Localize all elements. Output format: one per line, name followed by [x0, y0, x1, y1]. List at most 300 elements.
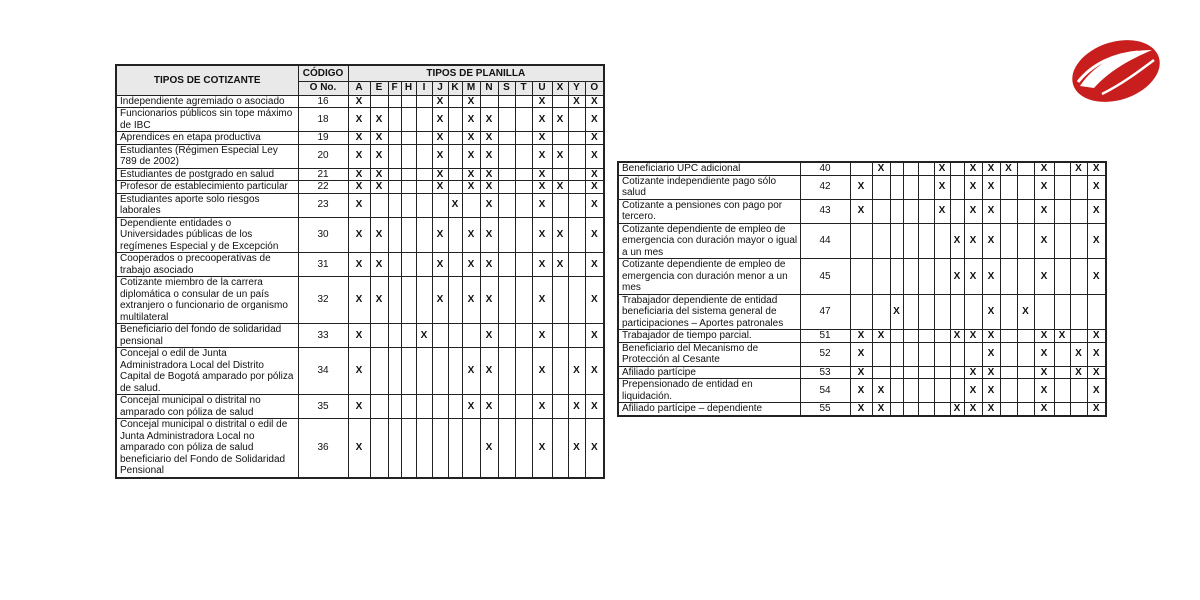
- mark-cell-y: [568, 132, 585, 145]
- mark-cell-a: X: [348, 395, 370, 419]
- mark-cell-s: [1000, 259, 1017, 295]
- mark-cell-h: [401, 324, 416, 348]
- cotizante-type: Beneficiario del fondo de solidaridad pensional: [116, 324, 298, 348]
- mark-cell-f: [890, 223, 903, 259]
- mark-cell-s: [498, 95, 515, 108]
- mark-cell-n: X: [480, 419, 498, 478]
- brand-logo: [1066, 38, 1162, 104]
- mark-cell-a: X: [348, 193, 370, 217]
- mark-cell-e: X: [370, 181, 388, 194]
- table-row: [116, 253, 604, 277]
- mark-cell-y: [1070, 223, 1087, 259]
- cotizante-code: 36: [298, 419, 348, 478]
- cotizante-type: Trabajador dependiente de entidad beneficiaria del sistema general de participaciones – Aportes patronales: [618, 294, 800, 330]
- mark-cell-a: [850, 223, 872, 259]
- mark-cell-o: X: [1087, 223, 1106, 259]
- mark-cell-j: X: [432, 277, 448, 324]
- mark-cell-f: [890, 330, 903, 343]
- mark-cell-s: [498, 419, 515, 478]
- mark-cell-f: [388, 419, 401, 478]
- mark-cell-t: [515, 95, 532, 108]
- mark-cell-x: X: [552, 253, 568, 277]
- mark-cell-u: X: [1034, 330, 1054, 343]
- mark-cell-t: [1017, 379, 1034, 403]
- mark-cell-j: [934, 403, 950, 416]
- mark-cell-y: X: [568, 95, 585, 108]
- mark-cell-t: [515, 217, 532, 253]
- table-row: [618, 366, 1106, 379]
- mark-cell-h: [401, 277, 416, 324]
- column-header-i: I: [416, 81, 432, 95]
- cotizante-code: 40: [800, 162, 850, 175]
- cotizante-type: Cotizante miembro de la carrera diplomática o consular de un país extranjero o funcionario de organismo multilateral: [116, 277, 298, 324]
- table-row: [116, 108, 604, 132]
- mark-cell-f: [388, 395, 401, 419]
- mark-cell-i: [416, 144, 432, 168]
- mark-cell-x: [552, 419, 568, 478]
- mark-cell-f: [388, 181, 401, 194]
- column-header-n: N: [480, 81, 498, 95]
- mark-cell-k: [448, 168, 462, 181]
- mark-cell-n: X: [480, 395, 498, 419]
- mark-cell-a: X: [348, 277, 370, 324]
- table-row: [116, 168, 604, 181]
- mark-cell-k: [448, 348, 462, 395]
- mark-cell-m: [462, 419, 480, 478]
- mark-cell-y: [1070, 259, 1087, 295]
- mark-cell-s: [498, 108, 515, 132]
- cotizante-type: Concejal municipal o distrital o edil de Junta Administradora Local no amparado con póliza de salud beneficiario del Fondo de Solidaridad Pensional: [116, 419, 298, 478]
- mark-cell-m: X: [964, 366, 982, 379]
- mark-cell-f: [890, 259, 903, 295]
- mark-cell-u: X: [1034, 379, 1054, 403]
- cotizante-type: Cotizante dependiente de empleo de emergencia con duración mayor o igual a un mes: [618, 223, 800, 259]
- mark-cell-o: X: [585, 108, 604, 132]
- mark-cell-k: [448, 324, 462, 348]
- mark-cell-m: X: [964, 223, 982, 259]
- mark-cell-e: [872, 366, 890, 379]
- mark-cell-x: [552, 348, 568, 395]
- mark-cell-x: X: [552, 217, 568, 253]
- mark-cell-f: [388, 348, 401, 395]
- cotizante-type: Beneficiario UPC adicional: [618, 162, 800, 175]
- mark-cell-k: [448, 277, 462, 324]
- column-header-m: M: [462, 81, 480, 95]
- mark-cell-o: X: [585, 132, 604, 145]
- mark-cell-a: [850, 259, 872, 295]
- mark-cell-t: [515, 253, 532, 277]
- mark-cell-m: X: [964, 175, 982, 199]
- mark-cell-k: [950, 162, 964, 175]
- mark-cell-i: X: [416, 324, 432, 348]
- mark-cell-t: [515, 193, 532, 217]
- mark-cell-s: [498, 132, 515, 145]
- mark-cell-i: [918, 199, 934, 223]
- mark-cell-f: [890, 175, 903, 199]
- mark-cell-i: [918, 379, 934, 403]
- mark-cell-s: [498, 181, 515, 194]
- mark-cell-h: [903, 199, 918, 223]
- mark-cell-u: X: [1034, 366, 1054, 379]
- mark-cell-o: X: [585, 95, 604, 108]
- mark-cell-u: X: [1034, 403, 1054, 416]
- mark-cell-k: X: [448, 193, 462, 217]
- mark-cell-y: [568, 108, 585, 132]
- mark-cell-i: [416, 193, 432, 217]
- mark-cell-a: X: [348, 348, 370, 395]
- mark-cell-y: [1070, 379, 1087, 403]
- cotizante-type: Cotizante dependiente de empleo de emergencia con duración menor a un mes: [618, 259, 800, 295]
- mark-cell-s: [1000, 330, 1017, 343]
- mark-cell-a: X: [348, 181, 370, 194]
- cotizante-code: 34: [298, 348, 348, 395]
- mark-cell-x: [1054, 342, 1070, 366]
- mark-cell-a: X: [850, 330, 872, 343]
- cotizante-code: 54: [800, 379, 850, 403]
- mark-cell-a: X: [348, 217, 370, 253]
- mark-cell-j: X: [432, 132, 448, 145]
- mark-cell-u: X: [532, 253, 552, 277]
- mark-cell-f: [388, 324, 401, 348]
- mark-cell-i: [918, 342, 934, 366]
- mark-cell-m: [964, 294, 982, 330]
- mark-cell-e: [872, 223, 890, 259]
- mark-cell-y: [568, 168, 585, 181]
- mark-cell-u: X: [1034, 259, 1054, 295]
- column-header-o: O: [585, 81, 604, 95]
- mark-cell-j: [934, 330, 950, 343]
- mark-cell-s: [1000, 294, 1017, 330]
- mark-cell-a: X: [348, 253, 370, 277]
- cotizante-type: Estudiantes aporte solo riesgos laborales: [116, 193, 298, 217]
- mark-cell-k: [950, 366, 964, 379]
- mark-cell-u: X: [532, 95, 552, 108]
- mark-cell-k: X: [950, 223, 964, 259]
- mark-cell-n: X: [480, 168, 498, 181]
- table-row: [116, 324, 604, 348]
- table-row: [618, 259, 1106, 295]
- mark-cell-t: [515, 132, 532, 145]
- mark-cell-m: [462, 324, 480, 348]
- mark-cell-f: [890, 379, 903, 403]
- mark-cell-j: [934, 379, 950, 403]
- mark-cell-f: [388, 217, 401, 253]
- mark-cell-k: [448, 217, 462, 253]
- mark-cell-u: X: [532, 193, 552, 217]
- mark-cell-k: [448, 108, 462, 132]
- mark-cell-j: X: [432, 181, 448, 194]
- mark-cell-u: X: [532, 108, 552, 132]
- table-row: [618, 330, 1106, 343]
- cotizante-type: Estudiantes (Régimen Especial Ley 789 de 2002): [116, 144, 298, 168]
- mark-cell-a: X: [850, 175, 872, 199]
- cotizante-type: Concejal municipal o distrital no amparado con póliza de salud: [116, 395, 298, 419]
- mark-cell-m: X: [462, 95, 480, 108]
- table-right: [617, 161, 1107, 417]
- mark-cell-s: X: [1000, 162, 1017, 175]
- mark-cell-e: [872, 259, 890, 295]
- mark-cell-s: [1000, 366, 1017, 379]
- mark-cell-u: [1034, 294, 1054, 330]
- mark-cell-t: [515, 395, 532, 419]
- mark-cell-t: [1017, 366, 1034, 379]
- cotizante-code: 18: [298, 108, 348, 132]
- cotizante-code: 47: [800, 294, 850, 330]
- mark-cell-i: [918, 162, 934, 175]
- mark-cell-h: [903, 162, 918, 175]
- mark-cell-y: X: [568, 348, 585, 395]
- mark-cell-e: [872, 199, 890, 223]
- mark-cell-m: X: [964, 199, 982, 223]
- mark-cell-j: X: [432, 253, 448, 277]
- column-header-h: H: [401, 81, 416, 95]
- column-header-t: T: [515, 81, 532, 95]
- mark-cell-k: [448, 95, 462, 108]
- mark-cell-j: [432, 324, 448, 348]
- mark-cell-k: [448, 132, 462, 145]
- mark-cell-i: [416, 253, 432, 277]
- mark-cell-i: [416, 168, 432, 181]
- mark-cell-e: [370, 348, 388, 395]
- mark-cell-i: [918, 175, 934, 199]
- mark-cell-a: X: [850, 379, 872, 403]
- mark-cell-u: X: [532, 217, 552, 253]
- mark-cell-i: [416, 181, 432, 194]
- mark-cell-j: X: [432, 168, 448, 181]
- mark-cell-y: [1070, 403, 1087, 416]
- mark-cell-h: [903, 259, 918, 295]
- mark-cell-s: [498, 348, 515, 395]
- mark-cell-i: [918, 403, 934, 416]
- table-row: [116, 95, 604, 108]
- mark-cell-e: X: [370, 277, 388, 324]
- cotizante-code: 33: [298, 324, 348, 348]
- mark-cell-y: [568, 277, 585, 324]
- mark-cell-j: [934, 294, 950, 330]
- mark-cell-x: X: [1054, 330, 1070, 343]
- column-header-u: U: [532, 81, 552, 95]
- mark-cell-i: [918, 330, 934, 343]
- mark-cell-x: [1054, 379, 1070, 403]
- mark-cell-h: [903, 330, 918, 343]
- mark-cell-f: [890, 403, 903, 416]
- mark-cell-h: [401, 108, 416, 132]
- mark-cell-x: [552, 132, 568, 145]
- mark-cell-o: X: [1087, 175, 1106, 199]
- mark-cell-a: X: [348, 168, 370, 181]
- mark-cell-j: [934, 223, 950, 259]
- table-row: [116, 181, 604, 194]
- cotizante-code: 32: [298, 277, 348, 324]
- mark-cell-i: [918, 366, 934, 379]
- cotizante-type: Aprendices en etapa productiva: [116, 132, 298, 145]
- mark-cell-o: X: [1087, 342, 1106, 366]
- mark-cell-t: [515, 168, 532, 181]
- mark-cell-o: X: [1087, 366, 1106, 379]
- mark-cell-s: [1000, 342, 1017, 366]
- mark-cell-k: [950, 342, 964, 366]
- mark-cell-y: X: [1070, 162, 1087, 175]
- column-header-a: A: [348, 81, 370, 95]
- mark-cell-m: X: [462, 217, 480, 253]
- mark-cell-u: X: [532, 395, 552, 419]
- mark-cell-e: X: [872, 162, 890, 175]
- mark-cell-u: X: [1034, 223, 1054, 259]
- mark-cell-f: [890, 366, 903, 379]
- mark-cell-a: X: [348, 132, 370, 145]
- mark-cell-j: [432, 395, 448, 419]
- mark-cell-j: [934, 259, 950, 295]
- column-header-s: S: [498, 81, 515, 95]
- header-codigo-no: O No.: [298, 81, 348, 95]
- mark-cell-o: X: [585, 419, 604, 478]
- cotizante-code: 44: [800, 223, 850, 259]
- mark-cell-k: [448, 144, 462, 168]
- mark-cell-t: [515, 181, 532, 194]
- column-header-y: Y: [568, 81, 585, 95]
- table-row: [618, 162, 1106, 175]
- mark-cell-e: [872, 294, 890, 330]
- mark-cell-o: X: [585, 181, 604, 194]
- mark-cell-n: X: [982, 259, 1000, 295]
- mark-cell-o: X: [585, 277, 604, 324]
- mark-cell-i: [416, 395, 432, 419]
- mark-cell-m: X: [462, 253, 480, 277]
- table-row: [618, 223, 1106, 259]
- mark-cell-n: X: [982, 175, 1000, 199]
- mark-cell-k: [950, 294, 964, 330]
- cotizante-code: 43: [800, 199, 850, 223]
- mark-cell-j: X: [432, 144, 448, 168]
- mark-cell-s: [1000, 223, 1017, 259]
- mark-cell-j: X: [432, 108, 448, 132]
- mark-cell-o: X: [585, 217, 604, 253]
- mark-cell-n: X: [982, 223, 1000, 259]
- mark-cell-u: X: [532, 277, 552, 324]
- mark-cell-o: X: [585, 395, 604, 419]
- cotizante-type: Funcionarios públicos sin tope máximo de IBC: [116, 108, 298, 132]
- mark-cell-f: [388, 95, 401, 108]
- mark-cell-e: [370, 95, 388, 108]
- mark-cell-h: [401, 193, 416, 217]
- mark-cell-a: [850, 162, 872, 175]
- cotizante-code: 16: [298, 95, 348, 108]
- cotizante-code: 21: [298, 168, 348, 181]
- mark-cell-m: X: [462, 144, 480, 168]
- mark-cell-x: [1054, 259, 1070, 295]
- mark-cell-e: X: [370, 132, 388, 145]
- mark-cell-e: X: [370, 168, 388, 181]
- mark-cell-x: [1054, 175, 1070, 199]
- mark-cell-h: [903, 175, 918, 199]
- mark-cell-f: [388, 144, 401, 168]
- mark-cell-u: X: [1034, 175, 1054, 199]
- mark-cell-t: [1017, 259, 1034, 295]
- mark-cell-n: X: [480, 277, 498, 324]
- mark-cell-s: [498, 217, 515, 253]
- mark-cell-h: [401, 253, 416, 277]
- cotizante-code: 23: [298, 193, 348, 217]
- mark-cell-y: X: [568, 395, 585, 419]
- cotizante-code: 30: [298, 217, 348, 253]
- cotizante-type: Prepensionado de entidad en liquidación.: [618, 379, 800, 403]
- mark-cell-s: [1000, 199, 1017, 223]
- mark-cell-k: X: [950, 403, 964, 416]
- mark-cell-t: [1017, 330, 1034, 343]
- mark-cell-i: [416, 108, 432, 132]
- mark-cell-f: X: [890, 294, 903, 330]
- mark-cell-n: X: [480, 144, 498, 168]
- mark-cell-t: [515, 144, 532, 168]
- mark-cell-o: X: [1087, 259, 1106, 295]
- cotizante-code: 20: [298, 144, 348, 168]
- cotizante-type: Cotizante a pensiones con pago por tercero.: [618, 199, 800, 223]
- mark-cell-m: X: [462, 395, 480, 419]
- mark-cell-f: [388, 253, 401, 277]
- mark-cell-y: [568, 144, 585, 168]
- mark-cell-x: [1054, 162, 1070, 175]
- mark-cell-k: [448, 395, 462, 419]
- mark-cell-s: [498, 168, 515, 181]
- mark-cell-e: X: [370, 253, 388, 277]
- cotizante-type: Estudiantes de postgrado en salud: [116, 168, 298, 181]
- mark-cell-i: [416, 348, 432, 395]
- mark-cell-s: [498, 395, 515, 419]
- mark-cell-j: X: [934, 199, 950, 223]
- mark-cell-x: [552, 168, 568, 181]
- mark-cell-n: X: [982, 403, 1000, 416]
- mark-cell-n: X: [480, 217, 498, 253]
- mark-cell-h: [401, 348, 416, 395]
- mark-cell-k: [448, 253, 462, 277]
- mark-cell-t: [515, 419, 532, 478]
- mark-cell-e: [370, 324, 388, 348]
- left-table-body: [116, 95, 604, 478]
- mark-cell-n: X: [982, 330, 1000, 343]
- header-tipos-cotizante: TIPOS DE COTIZANTE: [116, 65, 298, 95]
- mark-cell-x: [552, 324, 568, 348]
- mark-cell-i: [416, 132, 432, 145]
- mark-cell-o: X: [1087, 162, 1106, 175]
- mark-cell-n: X: [480, 324, 498, 348]
- mark-cell-i: [416, 95, 432, 108]
- mark-cell-x: [1054, 366, 1070, 379]
- mark-cell-a: X: [348, 144, 370, 168]
- mark-cell-o: X: [1087, 199, 1106, 223]
- mark-cell-o: X: [585, 324, 604, 348]
- mark-cell-m: X: [964, 162, 982, 175]
- mark-cell-t: [515, 348, 532, 395]
- mark-cell-e: [370, 419, 388, 478]
- mark-cell-k: [448, 419, 462, 478]
- mark-cell-n: X: [480, 132, 498, 145]
- cotizante-code: 22: [298, 181, 348, 194]
- mark-cell-o: X: [1087, 330, 1106, 343]
- mark-cell-x: [1054, 199, 1070, 223]
- mark-cell-m: [964, 342, 982, 366]
- cotizante-code: 45: [800, 259, 850, 295]
- mark-cell-a: X: [348, 324, 370, 348]
- mark-cell-k: [950, 379, 964, 403]
- mark-cell-n: X: [480, 108, 498, 132]
- table-row: [116, 132, 604, 145]
- mark-cell-n: X: [982, 366, 1000, 379]
- mark-cell-u: X: [532, 168, 552, 181]
- cotizante-type: Dependiente entidades o Universidades públicas de los regímenes Especial y de Excepción: [116, 217, 298, 253]
- mark-cell-a: X: [348, 108, 370, 132]
- mark-cell-s: [498, 277, 515, 324]
- mark-cell-h: [401, 217, 416, 253]
